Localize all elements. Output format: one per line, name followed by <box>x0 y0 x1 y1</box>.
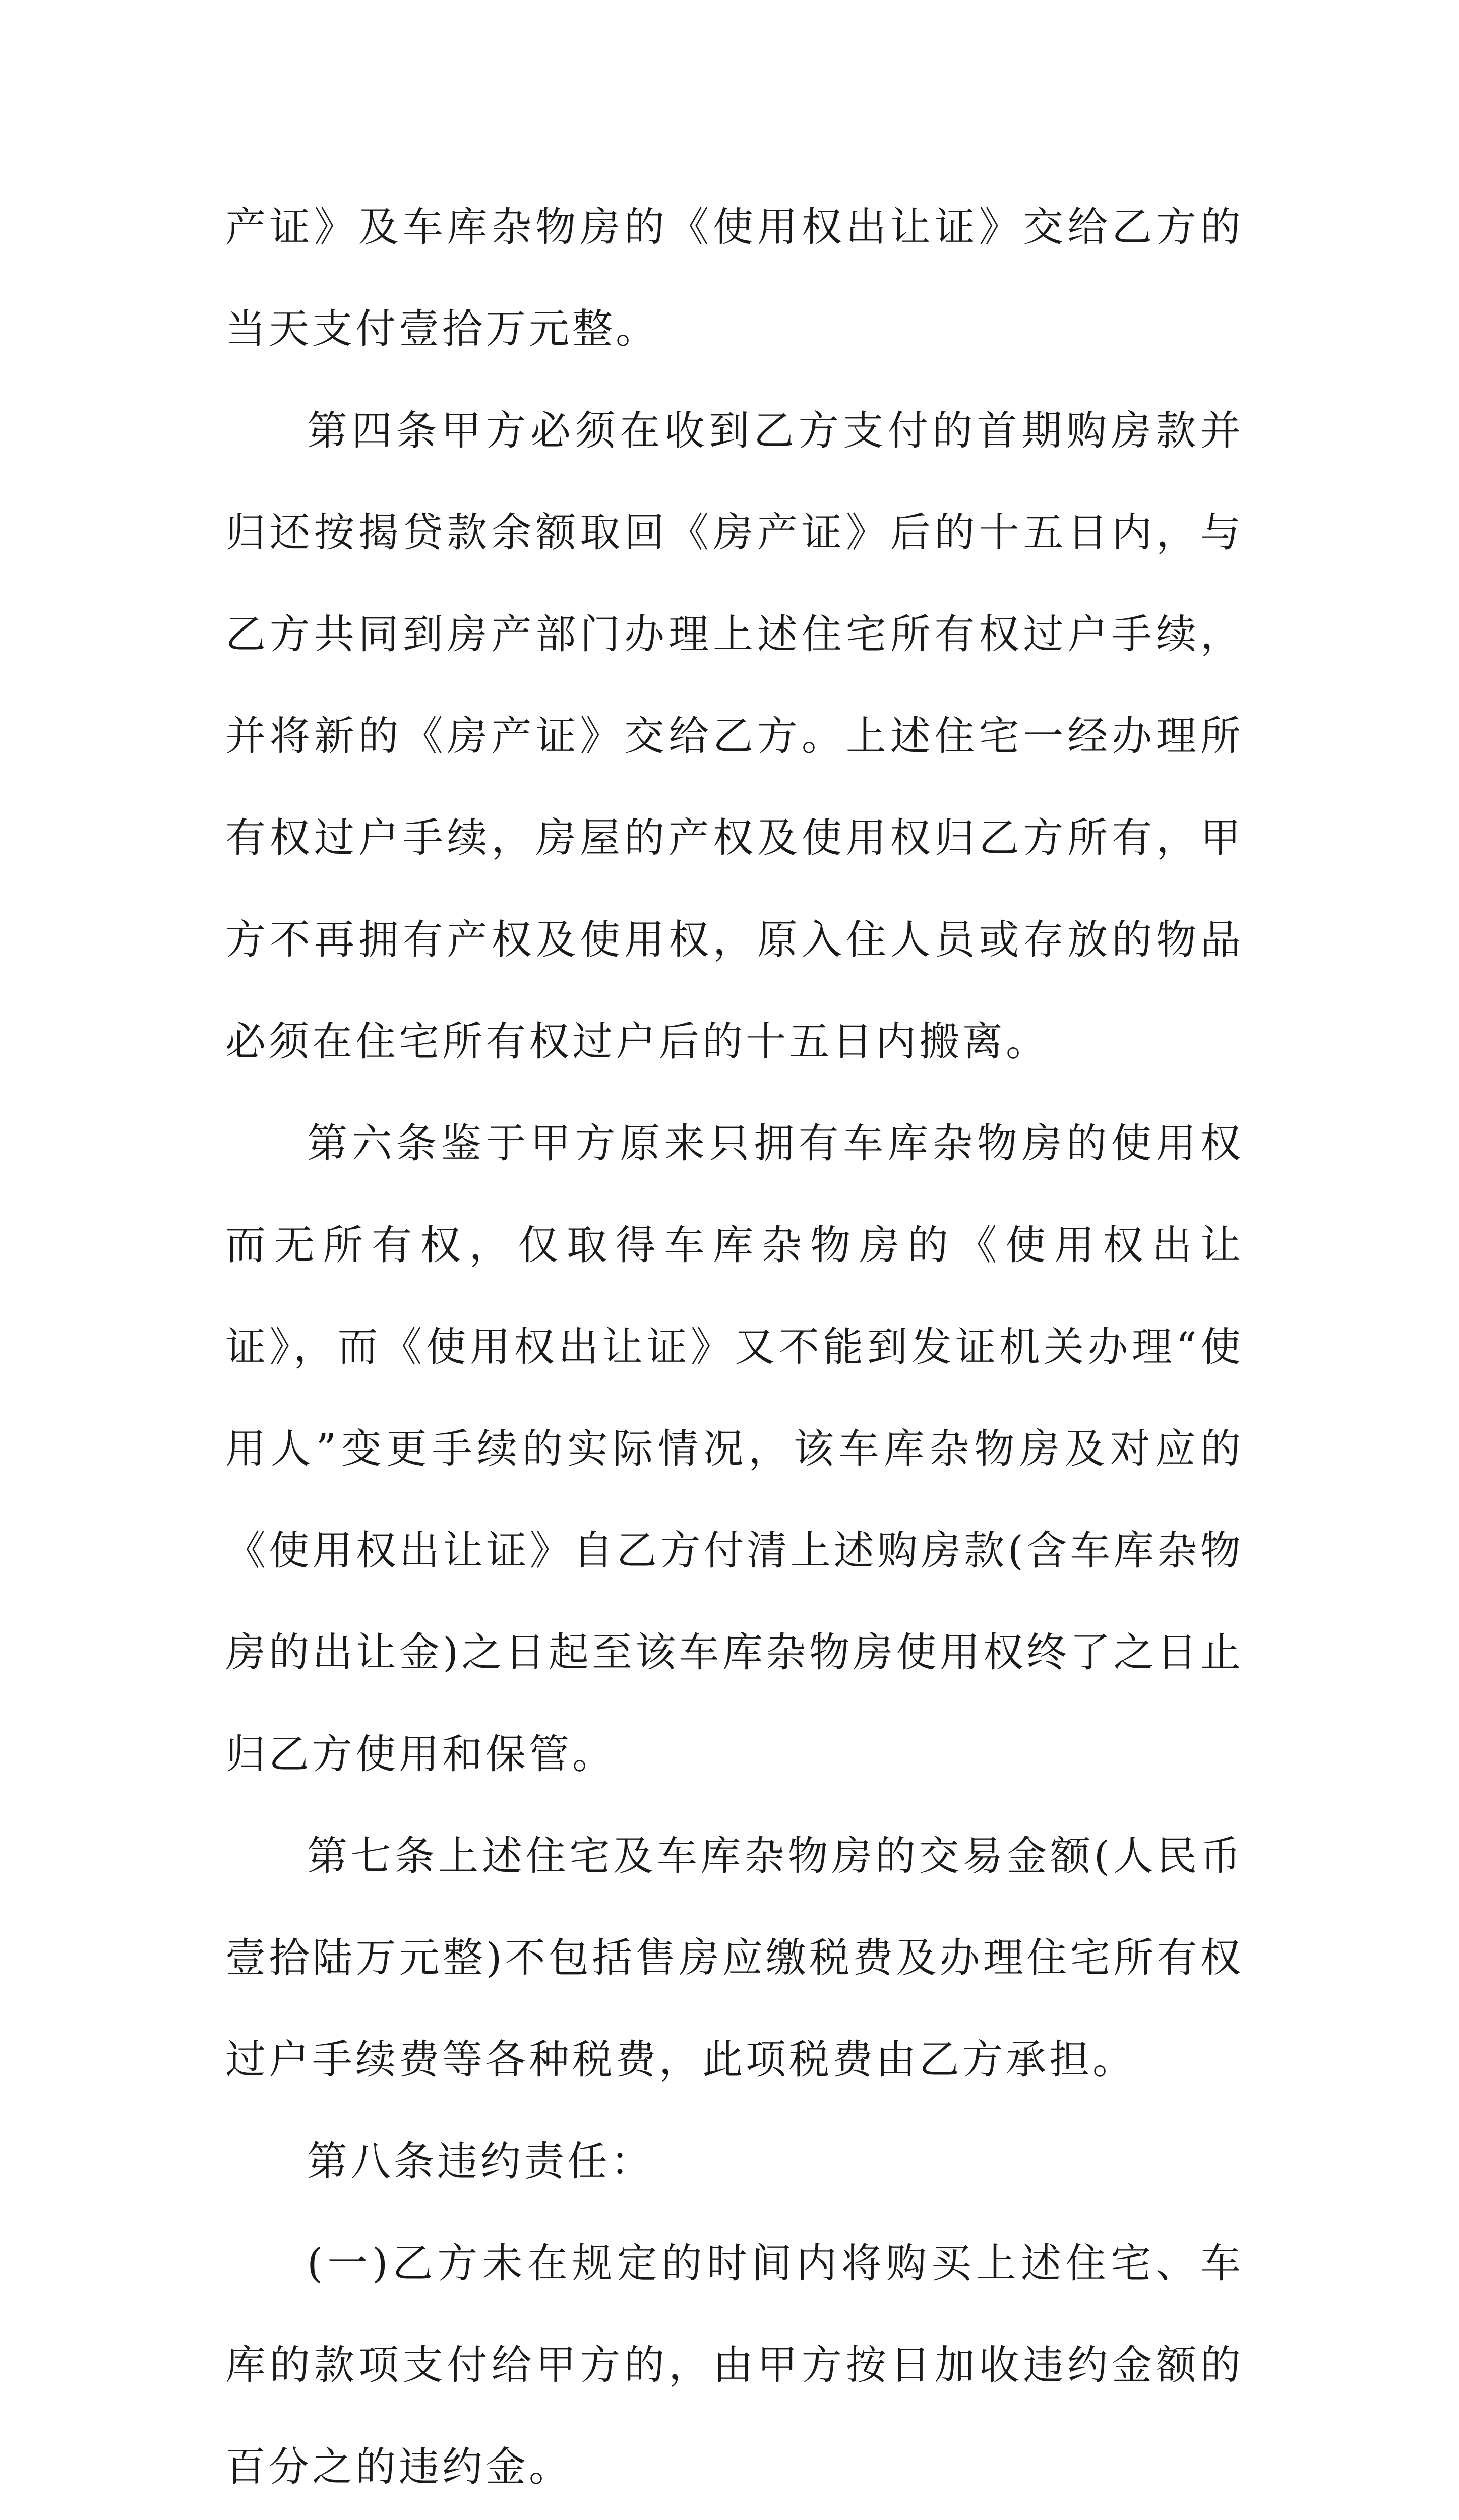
paragraph-article-4: 第四条甲方必须在收到乙方支付的首期购房款并归还按揭贷款余额取回《房产证》后的十五日内，与乙方共同到房产部门办理上述住宅所有权过户手续，并将新的《房产证》交给乙方。上述住宅一经办理所有权过户手续，房屋的产权及使用权归乙方所有，甲方不再拥有产权及使用权，原入住人员或存放的物品必须在住宅所有权过户后的十五日内搬离。 <box>225 407 1244 1065</box>
document-body <box>225 176 1244 2520</box>
paragraph-clause-1: (一)乙方未在规定的时间内将购买上述住宅、车库的款项支付给甲方的，由甲方按日加收违约金额的百分之的违约金。 <box>225 2240 1244 2490</box>
paragraph-article-6: 第六条鉴于甲方原来只拥有车库杂物房的使用权而无所有权，仅取得车库杂物房的《使用权出让证》，而《使用权出让证》又不能到发证机关办理“使用人”变更手续的实际情况，该车库杂物房及对应的《使用权出让证》自乙方付清上述购房款(含车库杂物房的出让金)之日起至该车库杂物房使用权终了之日止归乙方使用和保管。 <box>225 1120 1244 1778</box>
paragraph-article-7: 第七条上述住宅及车库杂物房的交易金额(人民币壹拾陆万元整)不包括售房应缴税费及办理住宅所有权过户手续费等各种税费，此项税费由乙方承担。 <box>225 1833 1244 2083</box>
paragraph-clause-2 <box>225 2518 1244 2520</box>
paragraph-continuation: 产证》及车库杂物房的《使用权出让证》交给乙方的当天支付壹拾万元整。 <box>225 204 1244 352</box>
paragraph-article-8-heading: 第八条违约责任： <box>307 2138 654 2185</box>
